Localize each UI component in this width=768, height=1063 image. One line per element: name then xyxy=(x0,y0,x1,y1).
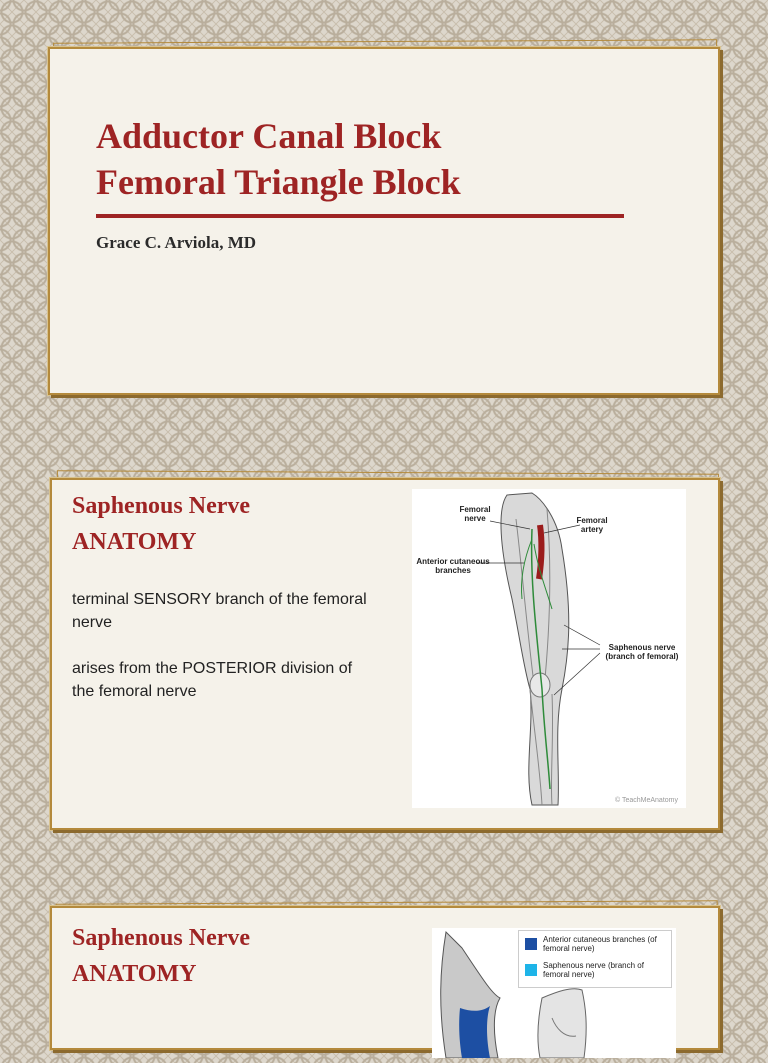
heading-line-2: ANATOMY xyxy=(72,529,197,555)
anatomy-slide-2 xyxy=(50,906,720,1050)
title-line-1: Adductor Canal Block xyxy=(96,116,442,156)
slide-heading xyxy=(72,920,250,992)
heading-line-1: Saphenous Nerve xyxy=(72,493,251,519)
title-line-2: Femoral Triangle Block xyxy=(96,162,461,202)
title-underline xyxy=(96,214,624,218)
heading-line-1: Saphenous Nerve xyxy=(72,925,251,951)
paragraph-sensory-branch: terminal SENSORY branch of the femoral nerve xyxy=(72,591,367,631)
label-anterior-cutaneous: Anterior cutaneous branches xyxy=(416,557,490,575)
label-femoral-artery: Femoral artery xyxy=(576,516,608,534)
anatomy-slide-1 xyxy=(50,478,720,830)
legend-swatch-anterior xyxy=(525,938,537,950)
legend-label-saphenous: Saphenous nerve (branch of femoral nerve) xyxy=(543,961,644,979)
legend-swatch-saphenous xyxy=(525,964,537,976)
slide-heading xyxy=(72,488,250,560)
label-saphenous-nerve: Saphenous nerve (branch of femoral) xyxy=(605,643,679,661)
nerve-map-figure xyxy=(432,928,676,1058)
author-name: Grace C. Arviola, MD xyxy=(96,233,257,252)
heading-line-2: ANATOMY xyxy=(72,961,197,987)
presentation-title xyxy=(96,113,461,205)
figure-credit: © TeachMeAnatomy xyxy=(614,797,678,804)
label-femoral-nerve: Femoral nerve xyxy=(459,505,491,523)
figure-legend xyxy=(518,930,672,988)
paragraph-posterior-division: arises from the POSTERIOR division of the femoral nerve xyxy=(72,660,353,700)
title-slide xyxy=(48,47,720,395)
legend-label-anterior: Anterior cutaneous branches (of femoral nerve) xyxy=(543,935,657,953)
leg-anatomy-figure xyxy=(412,489,686,808)
